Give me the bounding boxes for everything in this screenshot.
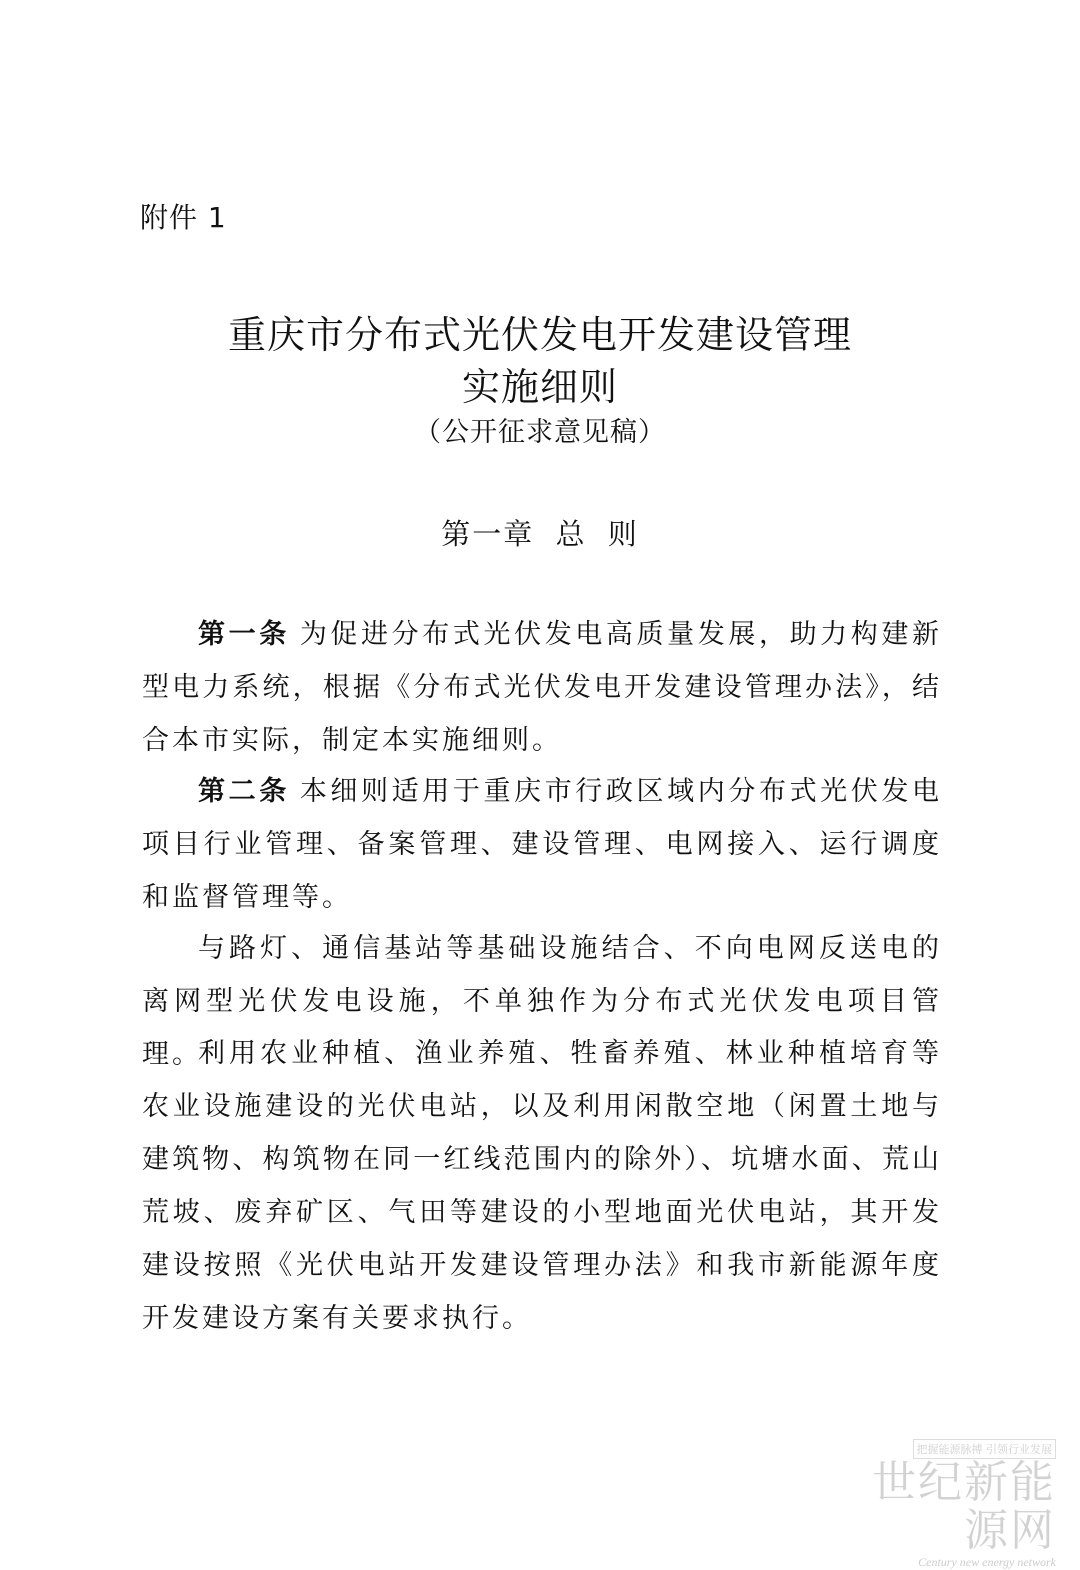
watermark-english: Century new energy network (918, 1555, 1056, 1569)
chapter-heading: 第一章 总 则 (441, 517, 639, 551)
watermark-logo (846, 1438, 1056, 1570)
article-2-text: 本细则适用于重庆市行政区域内分布式光伏发电项目行业管理、备案管理、建设管理、电网接入、运行调度和监督管理等。 (142, 776, 943, 913)
article-1-number: 第一条 (198, 619, 290, 650)
attachment-label: 附件 1 (140, 201, 227, 234)
article-1-text: 为促进分布式光伏发电高质量发展，助力构建新型电力系统，根据《分布式光伏发电开发建设管理办法》，结合本市实际，制定本实施细则。 (142, 619, 943, 756)
article-2-number: 第二条 (198, 776, 290, 807)
paragraph-offgrid-text: 与路灯、通信基站等基础设施结合、不向电网反送电的离网型光伏发电设施，不单独作为分布式光伏发电项目管理。 (142, 933, 942, 1070)
watermark-brand: 世纪新能源网 (872, 1457, 1056, 1556)
document-title-line-2: 实施细则 (461, 365, 618, 409)
article-1 (142, 608, 942, 767)
document-subtitle: （公开征求意见稿） (414, 417, 666, 448)
paragraph-ground-station (142, 1027, 942, 1345)
paragraph-ground-station-text: 利用农业种植、渔业养殖、牲畜养殖、林业种植培育等农业设施建设的光伏电站，以及利用闲散空地（闲置土地与建筑物、构筑物在同一红线范围内的除外）、坑塘水面、荒山荒坡、废弃矿区、气田等建设的小型地面光伏电站，其开发建设按照《光伏电站开发建设管理办法》和我市新能源年度开发建设方案有关要求执行。 (142, 1038, 942, 1334)
watermark-slogan: 把握能源脉搏 引领行业发展 (913, 1439, 1057, 1459)
document-title-line-1: 重庆市分布式光伏发电开发建设管理 (227, 313, 852, 357)
article-2 (142, 765, 942, 924)
